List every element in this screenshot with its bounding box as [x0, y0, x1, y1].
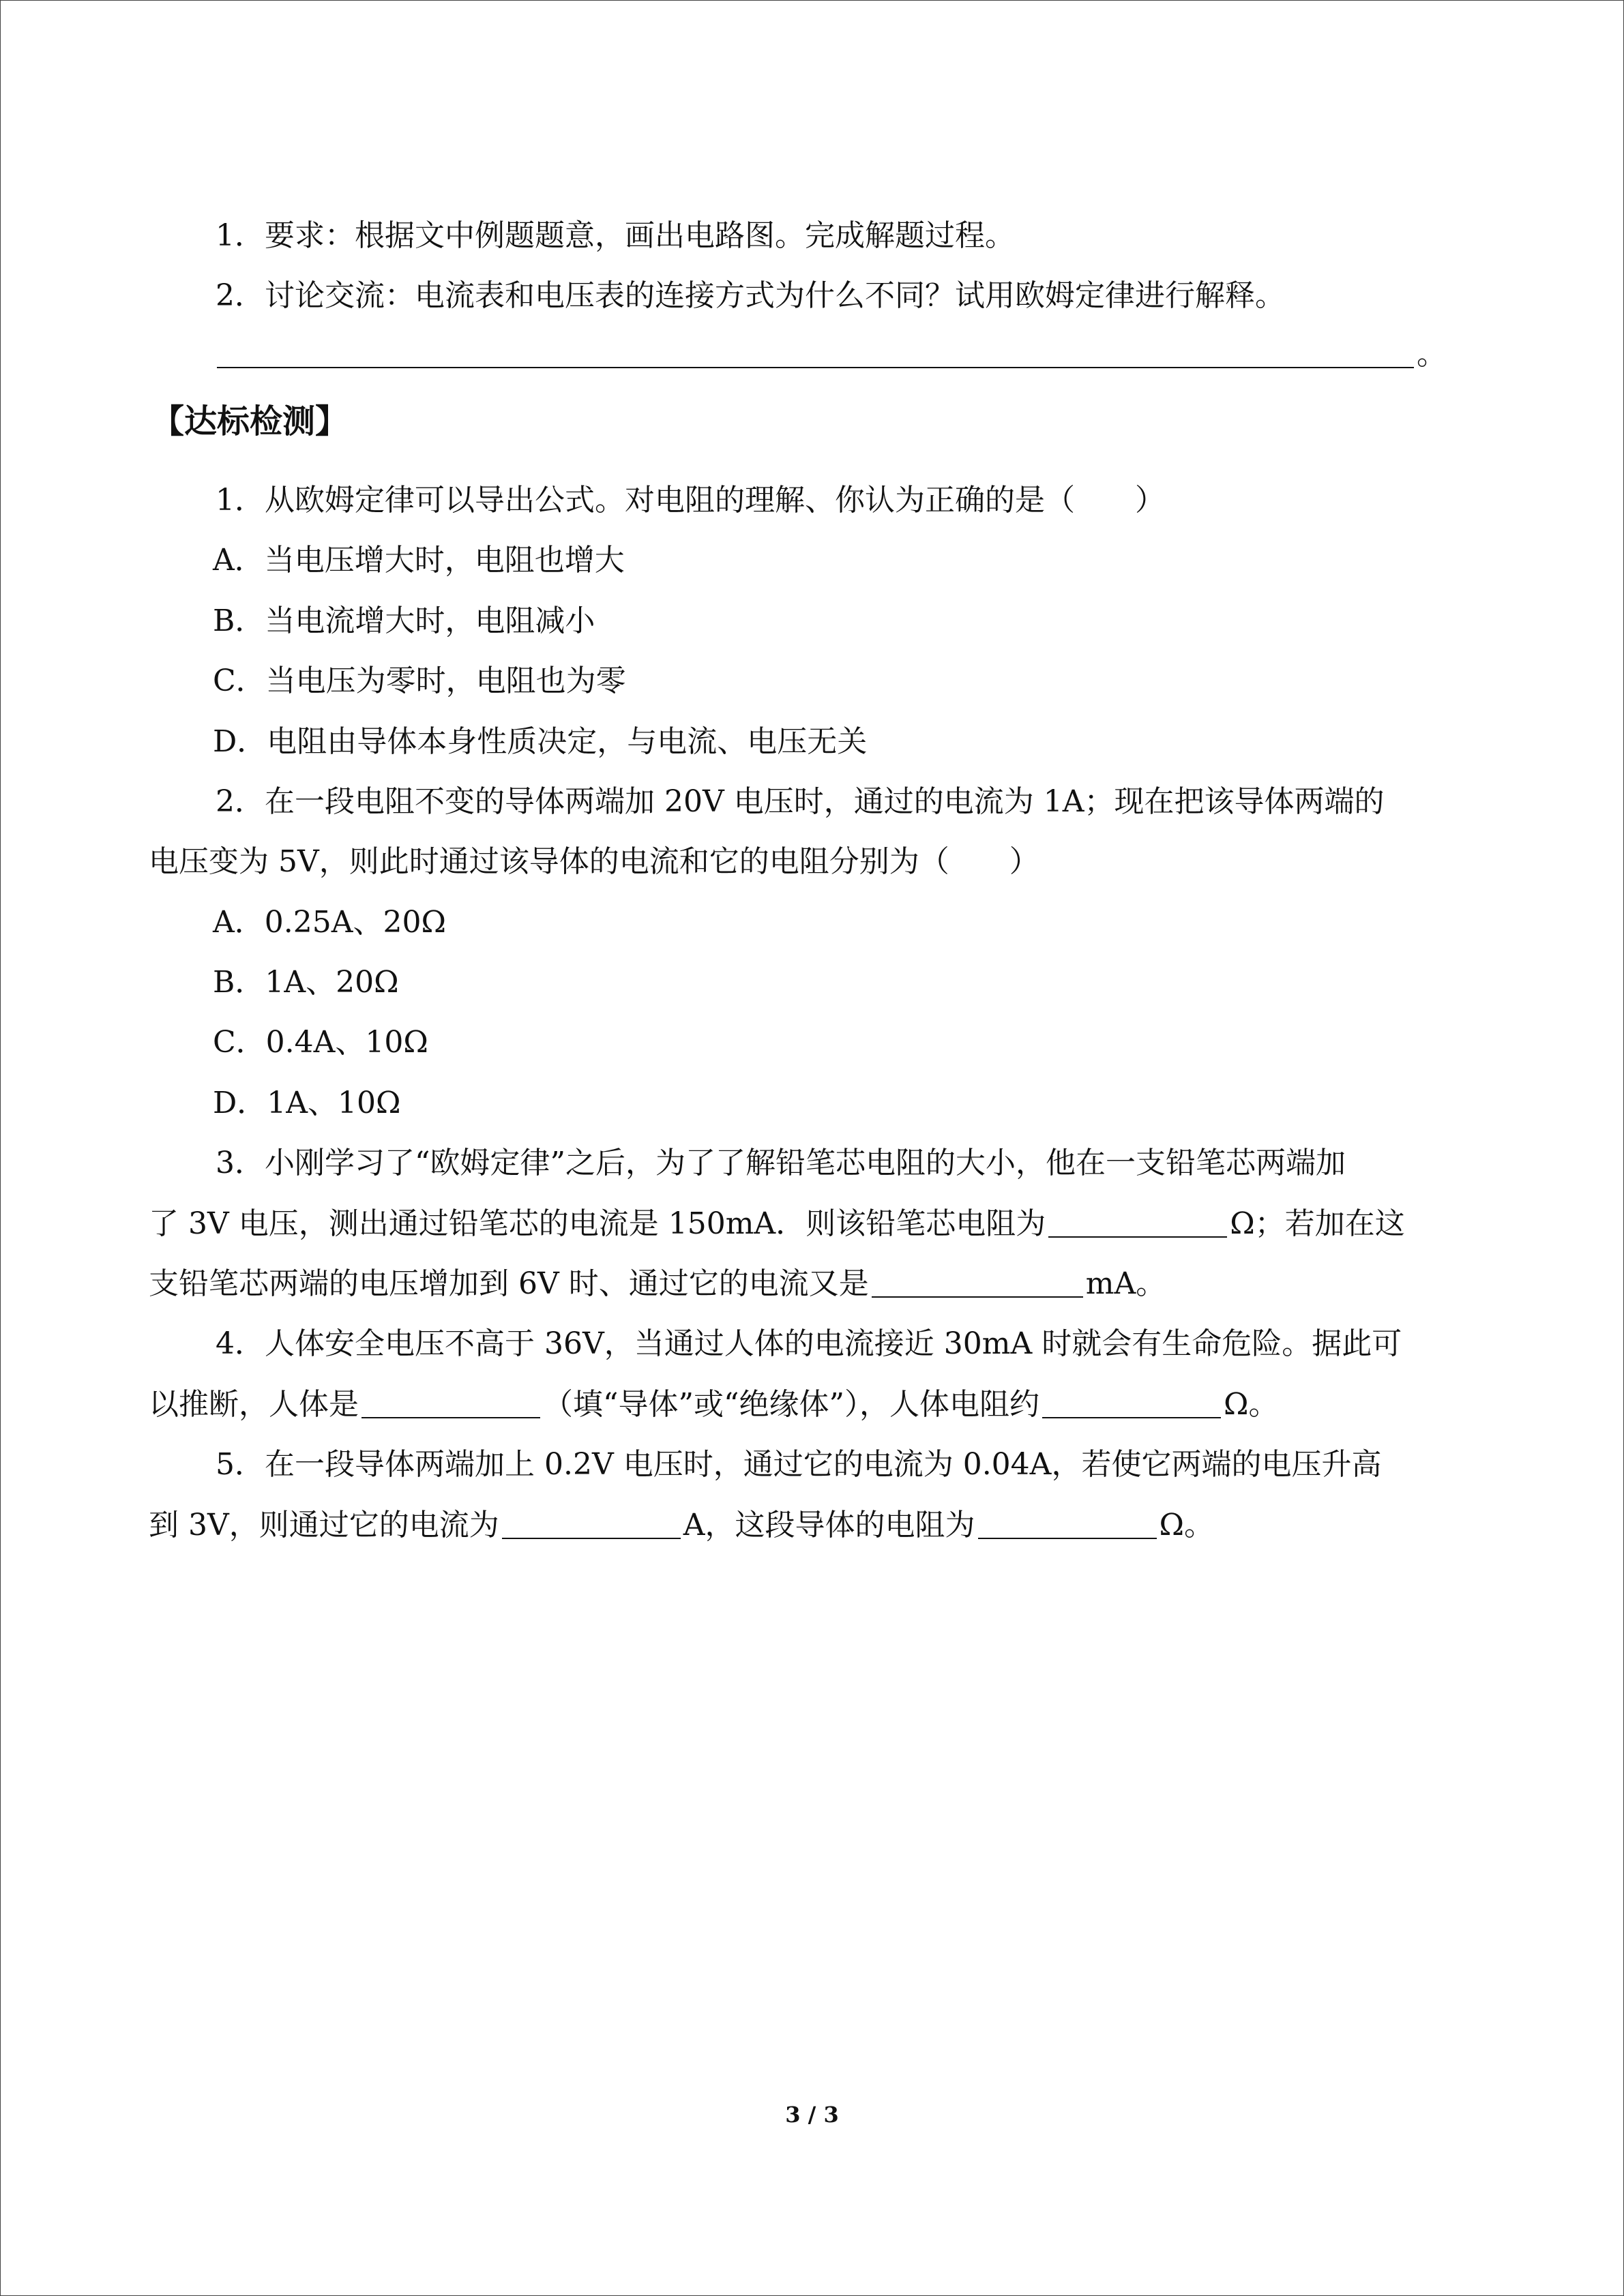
q4-line-2-suffix: Ω。 [1223, 1387, 1279, 1422]
page-number: 3 / 3 [785, 2102, 839, 2128]
q5-line-2-text: 到 3V，则通过它的电流为 [149, 1508, 499, 1542]
q2-stem-line-1: 2．在一段电阻不变的导体两端加 20V 电压时，通过的电流为 1A；现在把该导体两端的 [216, 784, 1385, 819]
q3-current-blank[interactable] [872, 1269, 1083, 1298]
q5-current-blank[interactable] [502, 1510, 681, 1539]
q1-stem: 1．从欧姆定律可以导出公式。对电阻的理解、你认为正确的是（ ） [216, 483, 1165, 518]
q2-option-a: A．0.25A、20Ω [213, 905, 446, 940]
q2-option-c: C．0.4A、10Ω [213, 1025, 428, 1060]
q5-line-2 [149, 1506, 1214, 1545]
q2-stem-line-2: 电压变为 5V，则此时通过该导体的电流和它的电阻分别为（ ） [149, 844, 1039, 879]
q3-line-3 [149, 1265, 1166, 1303]
q3-line-1: 3．小刚学习了“欧姆定律”之后，为了了解铅笔芯电阻的大小，他在一支铅笔芯两端加 [216, 1146, 1346, 1180]
q3-line-2-text: 了 3V 电压，测出通过铅笔芯的电流是 150mA．则该铅笔芯电阻为 [149, 1206, 1046, 1241]
q4-conductor-blank[interactable] [361, 1390, 540, 1418]
answer-blank[interactable] [217, 340, 1414, 368]
q3-line-3-suffix: mA。 [1085, 1266, 1166, 1301]
q3-resistance-blank[interactable] [1048, 1209, 1227, 1238]
q2-option-d: D．1A、10Ω [213, 1086, 401, 1120]
q1-option-c: C．当电压为零时，电阻也为零 [213, 664, 626, 698]
q3-line-2-suffix: Ω；若加在这 [1230, 1206, 1405, 1241]
q5-line-2-middle: A，这段导体的电阻为 [683, 1508, 975, 1542]
q4-resistance-blank[interactable] [1042, 1390, 1221, 1418]
q1-option-b: B．当电流增大时，电阻减小 [213, 603, 595, 638]
q1-option-d: D．电阻由导体本身性质决定，与电流、电压无关 [213, 724, 868, 759]
section-title: 【达标检测】 [151, 402, 349, 441]
q4-line-2-middle: （填“导体”或“绝缘体”），人体电阻约 [543, 1387, 1039, 1422]
answer-line-row [214, 336, 1447, 374]
answer-line-end: 。 [1417, 337, 1447, 372]
instruction-item-1: 1．要求：根据文中例题题意，画出电路图。完成解题过程。 [216, 218, 1015, 253]
q5-line-2-suffix: Ω。 [1159, 1508, 1215, 1542]
q3-line-3-text: 支铅笔芯两端的电压增加到 6V 时、通过它的电流又是 [149, 1266, 869, 1301]
q4-line-1: 4．人体安全电压不高于 36V，当通过人体的电流接近 30mA 时就会有生命危险。据此可 [216, 1326, 1402, 1361]
q3-line-2 [149, 1205, 1405, 1243]
q4-line-2-text: 以推断，人体是 [149, 1387, 359, 1422]
q4-line-2 [149, 1386, 1278, 1424]
instruction-item-2: 2．讨论交流：电流表和电压表的连接方式为什么不同？试用欧姆定律进行解释。 [216, 278, 1285, 313]
q5-line-1: 5．在一段导体两端加上 0.2V 电压时，通过它的电流为 0.04A，若使它两端的电压升高 [216, 1447, 1382, 1482]
q2-option-b: B．1A、20Ω [213, 965, 399, 1000]
q1-option-a: A．当电压增大时，电阻也增大 [213, 543, 625, 578]
q5-resistance-blank[interactable] [978, 1510, 1157, 1539]
